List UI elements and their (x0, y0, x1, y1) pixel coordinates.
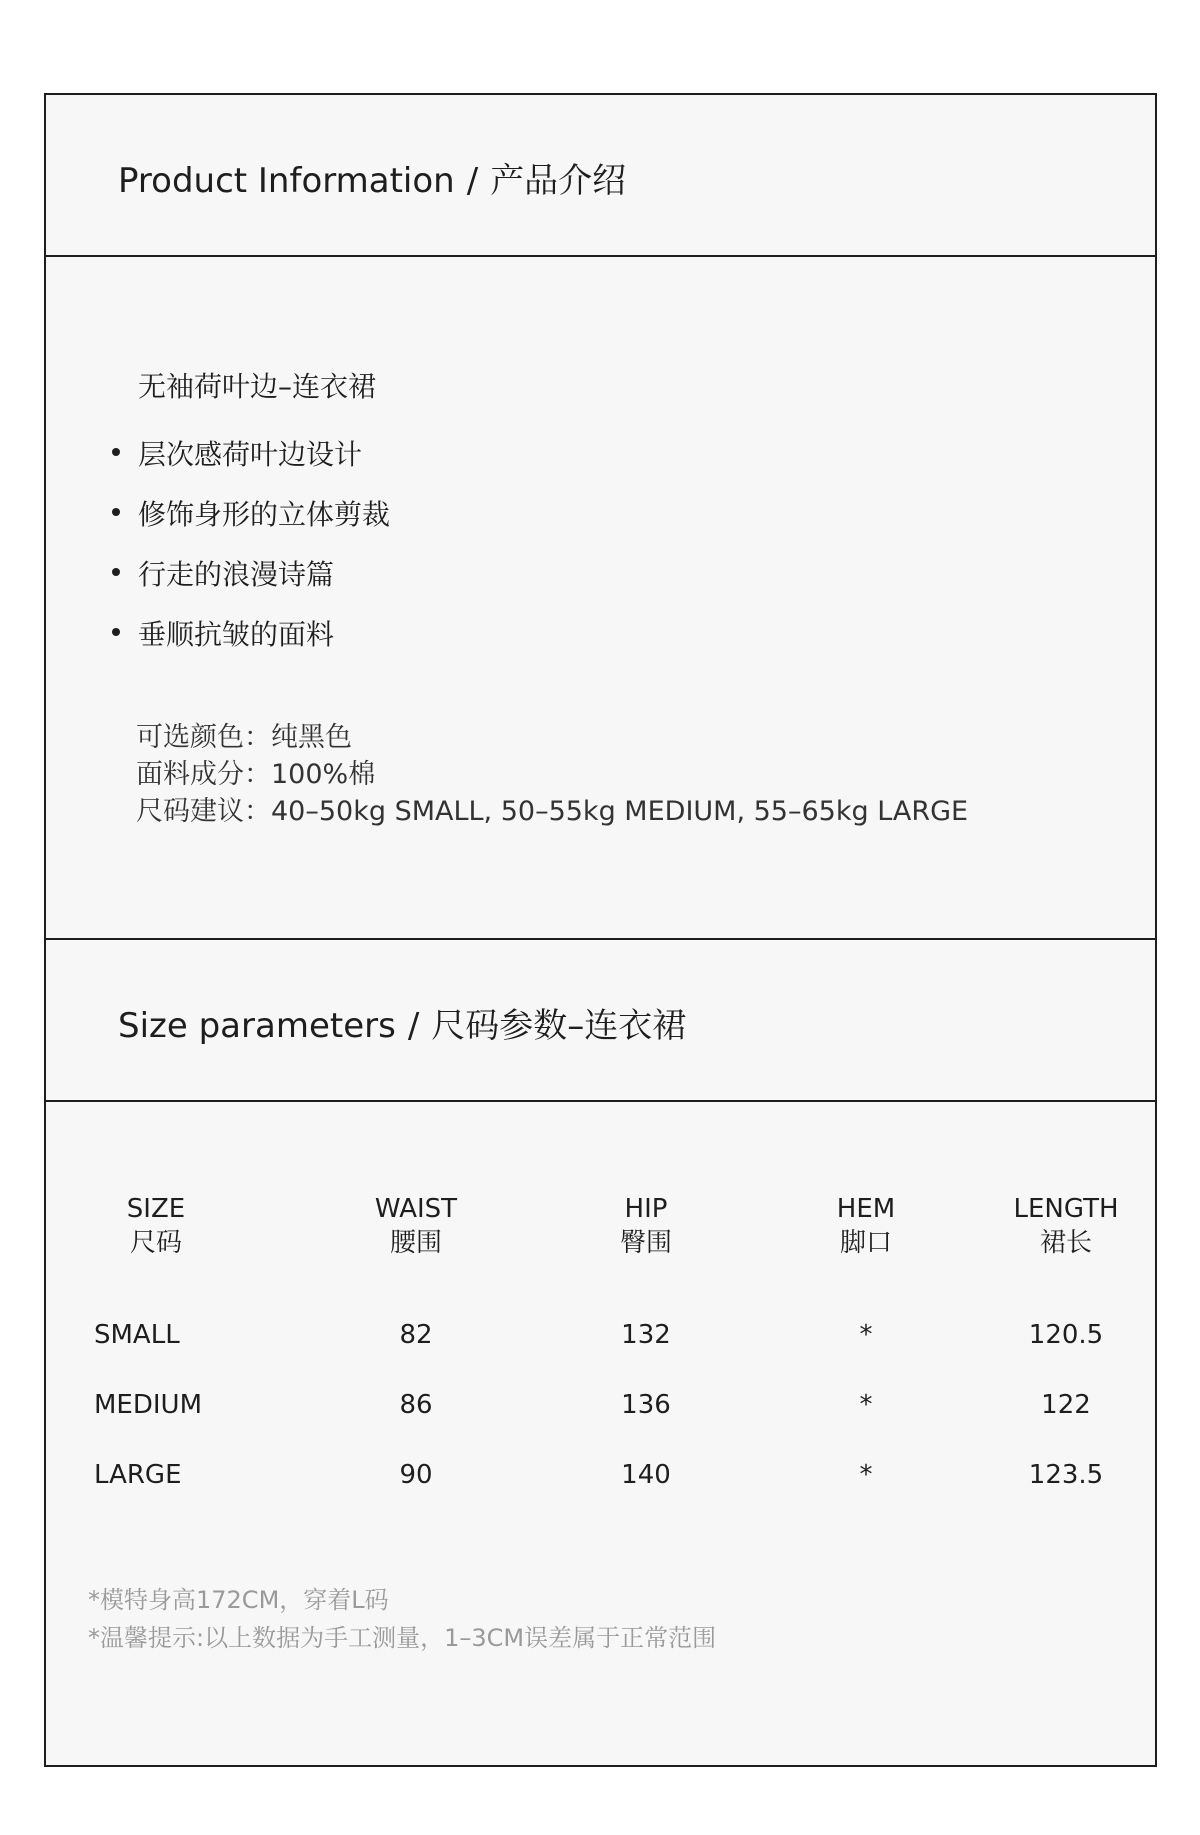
col-header-waist: WAIST 腰围 (374, 1194, 458, 1258)
table-cell-waist: 86 (399, 1390, 433, 1420)
title-cn: 产品介绍 (490, 161, 627, 201)
feature-item: 行走的浪漫诗篇 (112, 553, 390, 613)
title-separator: / (466, 161, 479, 201)
title-en: Size parameters (118, 1006, 396, 1046)
footnote-measure: *温馨提示:以上数据为手工测量，1–3CM误差属于正常范围 (88, 1624, 717, 1652)
table-cell-length: 122 (1041, 1390, 1091, 1420)
table-cell-hip: 136 (621, 1390, 671, 1420)
table-cell-waist: 82 (399, 1320, 433, 1350)
footnotes (88, 1580, 716, 1656)
table-cell-length: 123.5 (1028, 1460, 1104, 1490)
spec-fabric: 面料成分：100%棉 (136, 759, 376, 790)
spec-size-advice: 尺码建议：40–50kg SMALL, 50–55kg MEDIUM, 55–65kg LARGE (136, 796, 969, 827)
table-cell-size: LARGE (94, 1460, 182, 1490)
table-cell-hip: 140 (621, 1460, 671, 1490)
col-header-size: SIZE 尺码 (126, 1194, 186, 1258)
table-cell-hem: * (859, 1460, 873, 1490)
feature-list (112, 433, 390, 673)
table-cell-hem: * (859, 1390, 873, 1420)
product-info-header (46, 95, 1155, 257)
product-sheet (44, 93, 1157, 1767)
table-cell-length: 120.5 (1028, 1320, 1104, 1350)
footnote-model: *模特身高172CM，穿着L码 (88, 1586, 389, 1614)
feature-item: 层次感荷叶边设计 (112, 433, 390, 493)
table-cell-hem: * (859, 1320, 873, 1350)
title-cn: 尺码参数–连衣裙 (431, 1006, 687, 1046)
table-cell-waist: 90 (399, 1460, 433, 1490)
table-cell-size: MEDIUM (94, 1390, 203, 1420)
spec-list (136, 715, 968, 826)
feature-item: 垂顺抗皱的面料 (112, 613, 390, 673)
size-params-header (46, 938, 1155, 1102)
feature-item: 修饰身形的立体剪裁 (112, 493, 390, 553)
product-name: 无袖荷叶边–连衣裙 (138, 370, 377, 403)
title-separator: / (407, 1006, 420, 1046)
spec-color: 可选颜色：纯黑色 (136, 722, 352, 753)
table-cell-hip: 132 (621, 1320, 671, 1350)
table-cell-size: SMALL (94, 1320, 180, 1350)
col-header-hip: HIP 臀围 (619, 1194, 672, 1258)
size-params-title (118, 998, 686, 1047)
col-header-hem: HEM 脚口 (836, 1194, 896, 1258)
product-info-title (118, 153, 626, 202)
title-en: Product Information (118, 161, 455, 201)
col-header-length: LENGTH 裙长 (1013, 1194, 1119, 1258)
